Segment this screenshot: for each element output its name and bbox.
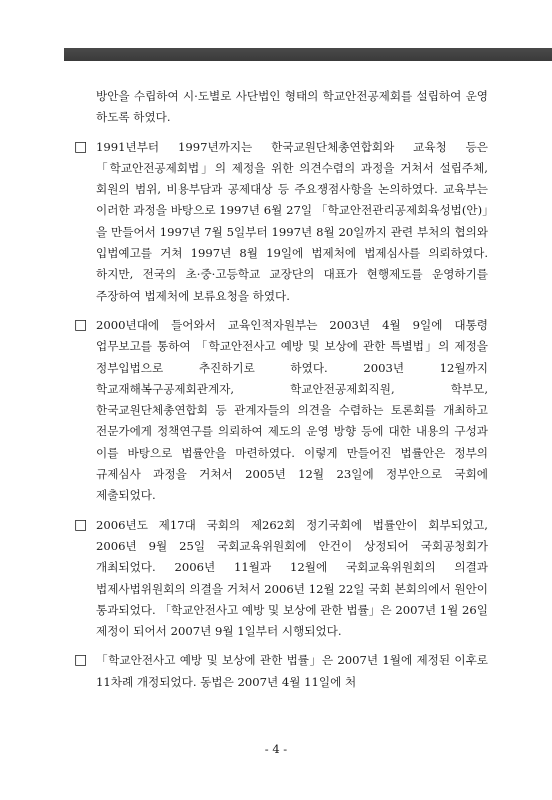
list-item-text: 2006년도 제17대 국회의 제262회 정기국회에 법률안이 회부되었고, 2006년 9월 25일 국회교육위원회에 안건이 상정되어 국회공청회가 개최되었다. 2006년 11월과 12월에 국회교육위원회의 의결과 법제사법위원회의 의결을 거쳐서 2006년 12월 22일 국회 본회의에서 원안이 통과되었다. 「학교안전사고 예방 및 보상에 관한 법률」은 2007년 1월 26일 제정이 되어서 2007년 9월 1일부터 시행되었다. <box>96 517 488 639</box>
checkbox-bullet-icon: □ <box>74 652 88 669</box>
checkbox-bullet-icon: □ <box>74 138 88 155</box>
list-item <box>74 650 488 693</box>
document-body <box>74 86 488 701</box>
page-number: - 4 - <box>264 742 288 756</box>
list-item <box>74 515 488 643</box>
list-item-text: 1991년부터 1997년까지는 한국교원단체총연합회와 교육청 등은 「학교안전공제회법」의 제정을 위한 의견수렴의 과정을 거쳐서 설립주체, 회원의 범위, 비용부담과 공제대상 등 주요쟁점사항을 논의하였다. 교육부는 이러한 과정을 바탕으로 1997년 6월 27일 「학교안전관리공제회육성법(안)」을 만들어서 1997년 7월 5일부터 1997년 8월 20일까지 관련 부처의 협의와 입법예고를 거쳐 1997년 8월 19일에 법제처에 법제심사를 의뢰하였다. 하지만, 전국의 초·중·고등학교 교장단의 대표가 현행제도를 운영하기를 주장하여 법제처에 보류요청을 하였다. <box>96 139 488 303</box>
header-bar <box>64 48 552 61</box>
list-item <box>74 137 488 307</box>
list-item-text: 2000년대에 들어와서 교육인적자원부는 2003년 4월 9일에 대통령 업무보고를 통하여 「학교안전사고 예방 및 보상에 관한 특별법」의 제정을 정부입법으로 추진하기로 하였다. 2003년 12월까지 학교재해복구공제회관계자, 학교안전공제회직원, 학부모, 한국교원단체총연합회 등 관계자들의 의견을 수렴하는 토론회를 개최하고 전문가에게 정책연구를 의뢰하여 제도의 운영 방향 등에 대한 내용의 구성과 이를 바탕으로 법률안을 마련하였다. 이렇게 만들어진 법률안은 정부의 규제심사 과정을 거쳐서 2005년 12월 23일에 정부안으로 국회에 제출되었다. <box>96 317 488 503</box>
checkbox-bullet-icon: □ <box>74 316 88 333</box>
list-item-text: 「학교안전사고 예방 및 보상에 관한 법률」은 2007년 1월에 제정된 이후로 11차례 개정되었다. 동법은 2007년 4월 11일에 처 <box>96 653 488 689</box>
list-item <box>74 315 488 507</box>
intro-paragraph: 방안을 수립하여 시·도별로 사단법인 형태의 학교안전공제회를 설립하여 운영하도록 하였다. <box>96 89 488 125</box>
checkbox-bullet-icon: □ <box>74 516 88 533</box>
